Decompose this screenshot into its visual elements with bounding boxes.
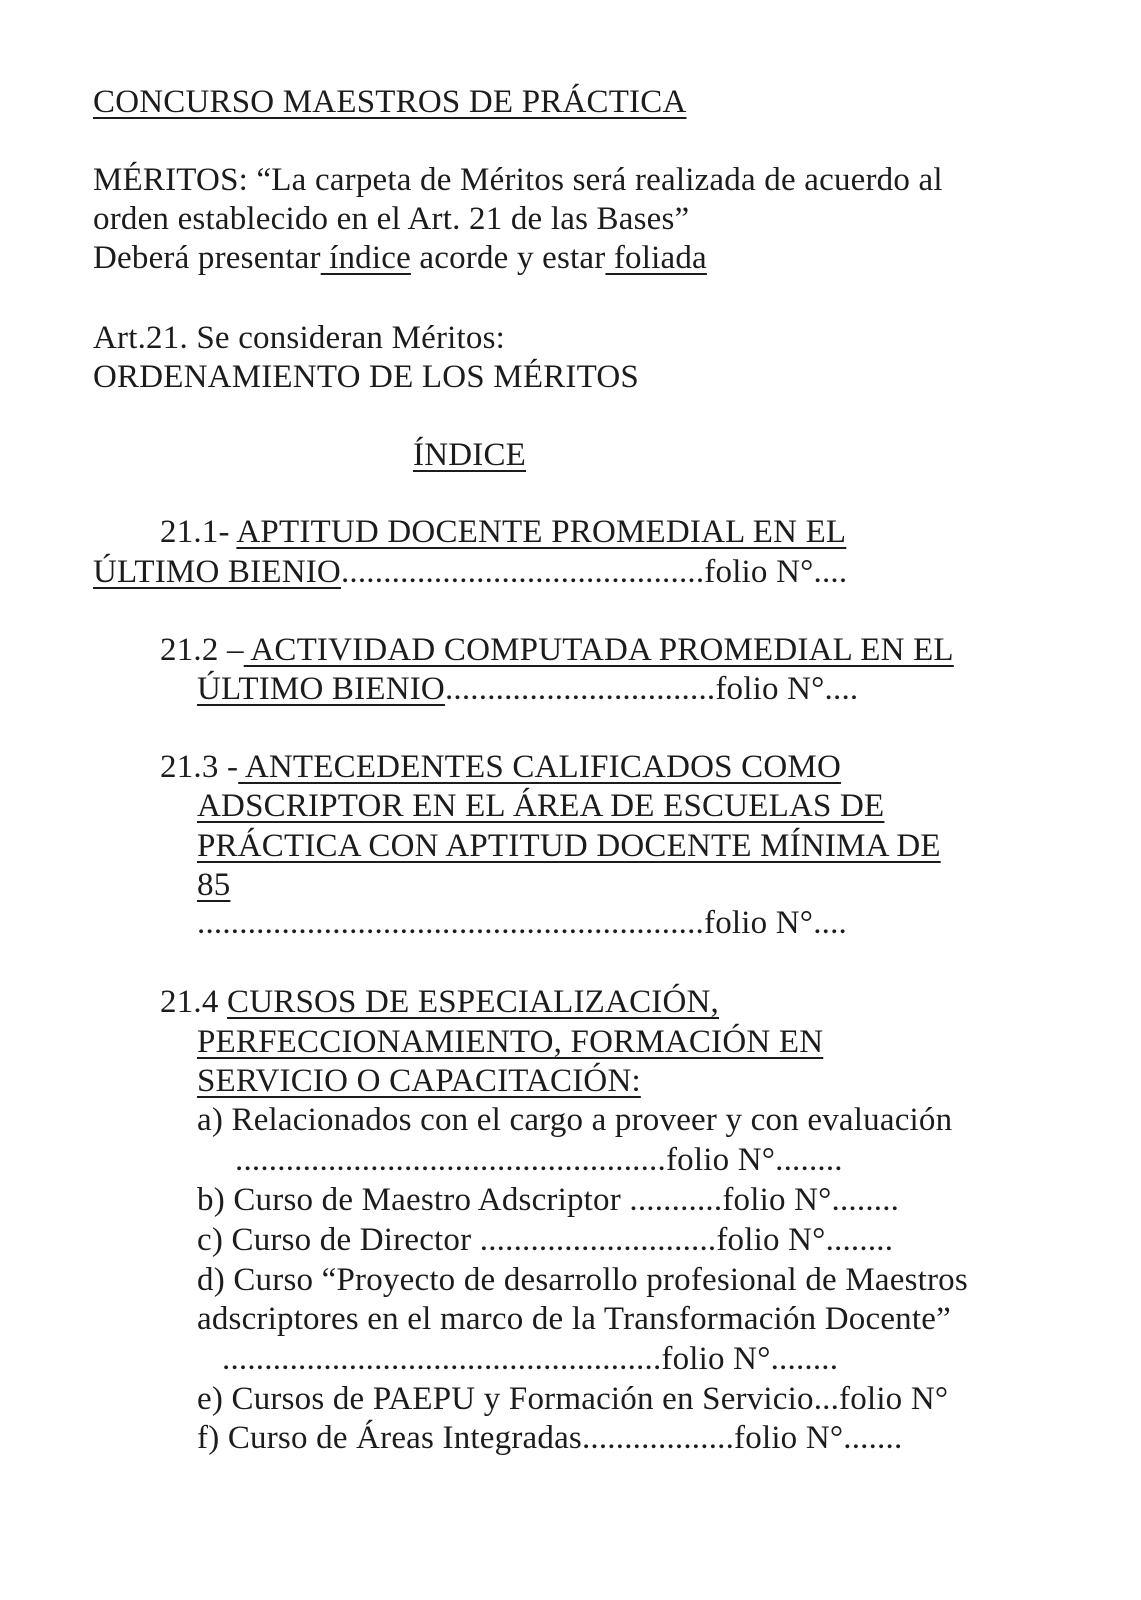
sub-item-d-line-2: adscriptores en el marco de la Transformación Docente” <box>197 1301 951 1337</box>
indice-heading-text: ÍNDICE <box>413 437 527 473</box>
meritos-line-1: MÉRITOS: “La carpeta de Méritos será realizada de acuerdo al <box>93 162 943 198</box>
item-21-3-number: 21.3 - <box>160 749 239 785</box>
debera-indice: índice <box>320 240 411 276</box>
item-21-3-folio: ............................................................folio N°.... <box>197 905 848 941</box>
indice-heading <box>413 435 526 475</box>
sub-item-a-folio: ...................................................folio N°........ <box>235 1142 843 1178</box>
item-21-4-line-1 <box>160 982 719 1022</box>
item-21-2-line-1 <box>160 630 954 670</box>
item-21-1-number: 21.1- <box>160 514 237 550</box>
item-21-2-line-2 <box>197 669 858 709</box>
item-21-1-title-a: APTITUD DOCENTE PROMEDIAL EN EL <box>236 514 847 550</box>
item-21-4-number: 21.4 <box>160 984 227 1020</box>
item-21-4-title-c: SERVICIO O CAPACITACIÓN: <box>197 1063 641 1099</box>
sub-item-d-line-1: d) Curso “Proyecto de desarrollo profesional de Maestros <box>197 1262 968 1298</box>
item-21-2-folio: ................................folio N°.... <box>444 671 859 707</box>
item-21-4-title-b: PERFECCIONAMIENTO, FORMACIÓN EN <box>197 1024 824 1060</box>
item-21-1-folio: ...........................................folio N°.... <box>340 554 848 590</box>
item-21-3-title-c: PRÁCTICA CON APTITUD DOCENTE MÍNIMA DE <box>197 828 941 864</box>
debera-middle: acorde y estar <box>410 240 606 276</box>
debera-foliada: foliada <box>605 240 707 276</box>
sub-item-d-folio: ....................................................folio N°........ <box>222 1341 839 1377</box>
item-21-3-title-d: 85 <box>197 867 231 903</box>
sub-item-e: e) Cursos de PAEPU y Formación en Servicio...folio N° <box>197 1381 949 1417</box>
document-title: CONCURSO MAESTROS DE PRÁCTICA <box>93 84 687 120</box>
item-21-2-title-a: ACTIVIDAD COMPUTADA PROMEDIAL EN EL <box>243 632 954 668</box>
item-21-1-title-b: ÚLTIMO BIENIO <box>93 554 341 590</box>
item-21-4-title-a: CURSOS DE ESPECIALIZACIÓN, <box>227 984 719 1020</box>
item-21-3-title-a: ANTECEDENTES CALIFICADOS COMO <box>238 749 841 785</box>
sub-item-c: c) Curso de Director ............................folio N°........ <box>197 1222 894 1258</box>
item-21-1-line-1 <box>160 512 846 552</box>
item-21-3-line-1 <box>160 747 841 787</box>
item-21-2-number: 21.2 – <box>160 632 244 668</box>
sub-item-f: f) Curso de Áreas Integradas..................folio N°....... <box>197 1420 903 1456</box>
sub-item-a: a) Relacionados con el cargo a proveer y con evaluación <box>197 1102 953 1138</box>
item-21-3-title-b: ADSCRIPTOR EN EL ÁREA DE ESCUELAS DE <box>197 788 885 824</box>
item-21-1-line-2 <box>93 552 847 592</box>
debera-line <box>93 238 707 278</box>
sub-item-b: b) Curso de Maestro Adscriptor ...........folio N°........ <box>197 1182 900 1218</box>
ordenamiento-line: ORDENAMIENTO DE LOS MÉRITOS <box>93 359 639 395</box>
debera-prefix: Deberá presentar <box>93 240 321 276</box>
item-21-2-title-b: ÚLTIMO BIENIO <box>197 671 445 707</box>
meritos-line-2: orden establecido en el Art. 21 de las Bases” <box>93 201 690 237</box>
art21-line: Art.21. Se consideran Méritos: <box>93 320 506 356</box>
